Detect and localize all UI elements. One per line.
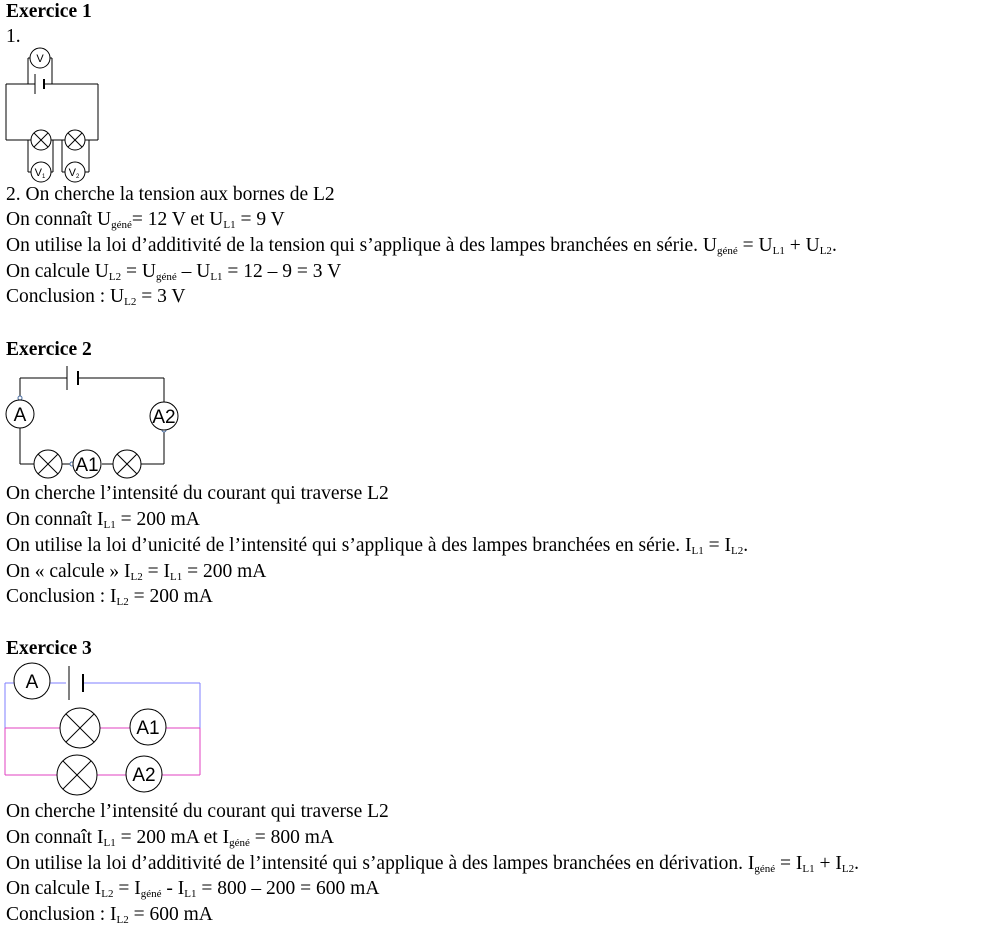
svg-text:A2: A2 [152, 407, 176, 428]
ex1-lamp-l1-icon [31, 130, 51, 150]
ex3-lamp-l2-icon [57, 755, 97, 795]
ex3-circuit-diagram [0, 660, 210, 800]
ex1-circuit-diagram [0, 44, 110, 184]
ex1-voltmeter-v [30, 48, 50, 68]
ex3-line-calc: On calcule $I_{L2} = I_{géné} - I_{L1} = 800 - 200 = 600$ mA [6, 878, 380, 900]
svg-text:A2: A2 [132, 765, 156, 786]
ex3-line-question: On cherche l’intensité du courant qui traverse L2 [6, 801, 389, 822]
ex2-line-known: On connaît $I_{L1} = 200$ mA [6, 509, 200, 531]
ex2-line-law: On utilise la loi d’unicité de l’intensité qui s’applique à des lampes branchées en série. $I_{L1} = I_{L2}$. [6, 535, 749, 557]
svg-text:A: A [13, 405, 27, 426]
ex3-ammeter-a [14, 663, 50, 699]
ex3-lamp-l1-icon [60, 708, 100, 748]
ex1-line-question: 2. On cherche la tension aux bornes de L2 [6, 184, 335, 205]
ex3-line-conclusion: Conclusion : $I_{L2} = 600$ mA [6, 904, 213, 926]
ex2-line-calc: On « calcule » $I_{L2} = I_{L1} = 200$ mA [6, 561, 267, 583]
ex2-lamp-l1-icon [34, 450, 62, 478]
ex1-line-known: On connaît $U_{géné}= 12$ V et $U_{L1} = 9$ V [6, 209, 285, 231]
ex1-title: Exercice 1 [6, 1, 92, 22]
svg-text:A: A [25, 672, 39, 693]
ex2-line-conclusion: Conclusion : $I_{L2} = 200$ mA [6, 586, 213, 608]
ex2-ammeter-a [6, 400, 34, 428]
svg-text:A1: A1 [75, 455, 99, 476]
ex2-ammeter-a2 [150, 402, 178, 430]
ex1-lamp-l2-icon [65, 130, 85, 150]
ex1-question-number: 1. [6, 26, 21, 47]
ex1-line-law: On utilise la loi d’additivité de la tension qui s’applique à des lampes branchées en série. $U_{géné} = U_{L1} + U_{L2}$. [6, 235, 837, 257]
ex3-ammeter-a2 [126, 756, 162, 792]
svg-text:A1: A1 [136, 718, 160, 739]
ex3-line-known: On connaît $I_{L1} = 200$ mA et $I_{géné} = 800$ mA [6, 827, 334, 849]
svg-text:V2: V2 [68, 167, 80, 180]
ex2-title: Exercice 2 [6, 339, 92, 360]
ex1-voltmeter-v1 [31, 162, 51, 182]
ex1-voltmeter-v2 [65, 162, 85, 182]
ex3-title: Exercice 3 [6, 638, 92, 659]
ex2-lamp-l2-icon [113, 450, 141, 478]
ex2-circuit-diagram [0, 364, 190, 484]
ex2-ammeter-a1 [73, 450, 101, 478]
ex3-line-law: On utilise la loi d’additivité de l’intensité qui s’applique à des lampes branchées en dérivation. $I_{géné} = I_{L1} + I_{L2}$. [6, 853, 859, 875]
ex2-line-question: On cherche l’intensité du courant qui traverse L2 [6, 483, 389, 504]
ex1-line-calc: On calcule $U_{L2} = U_{géné} - U_{L1} = 12 - 9 = 3$ V [6, 261, 342, 283]
ex1-line-conclusion: Conclusion : $U_{L2} = 3$ V [6, 286, 186, 308]
svg-text:V1: V1 [34, 167, 46, 180]
svg-text:V: V [36, 53, 44, 65]
ex3-ammeter-a1 [130, 709, 166, 745]
